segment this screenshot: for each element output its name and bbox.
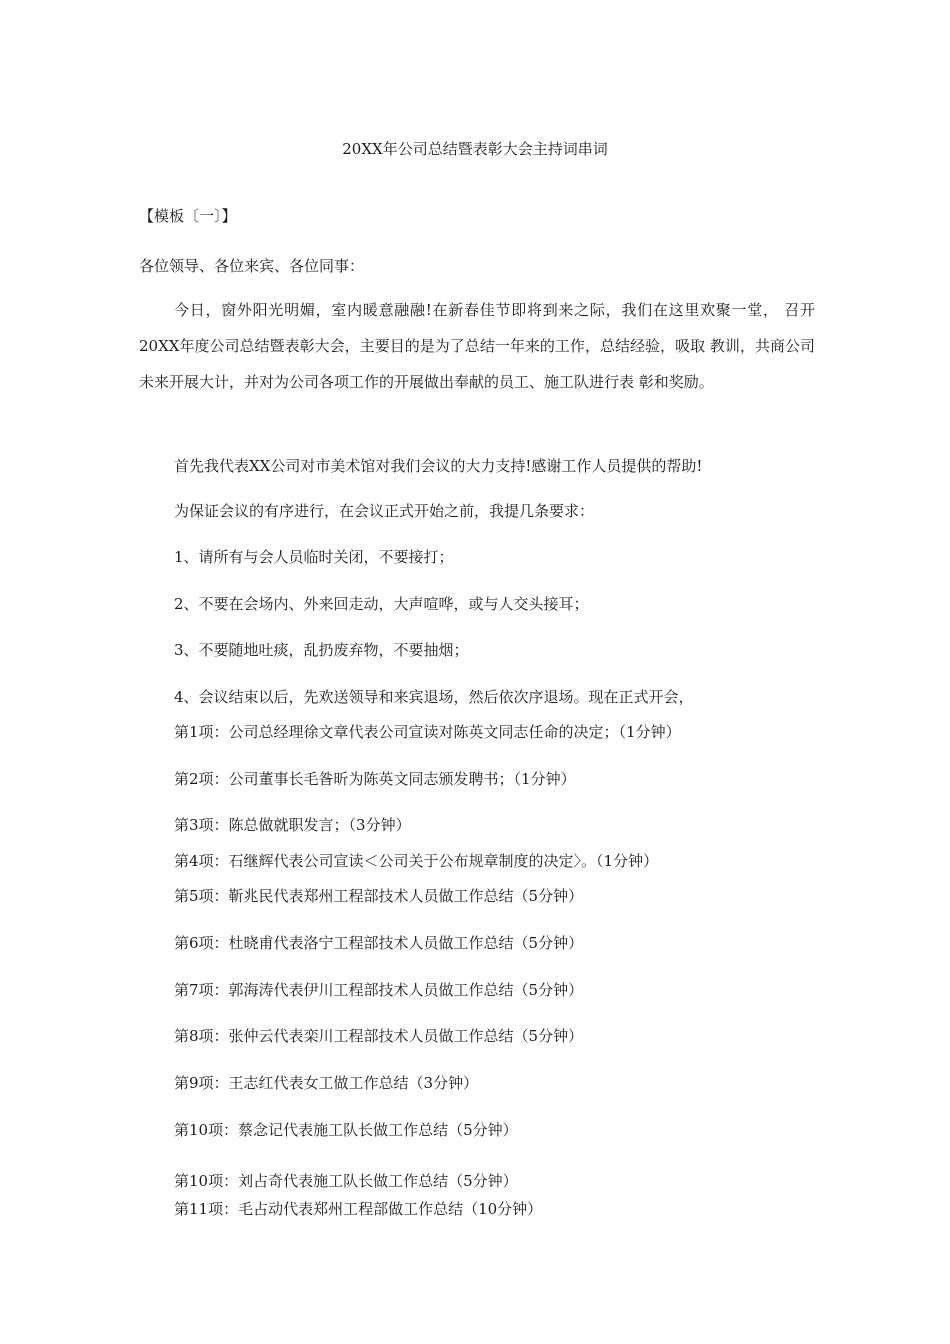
agenda-item: 第9项：王志红代表女工做工作总结（3分钟）	[174, 1074, 479, 1092]
thanks-line: 首先我代表XX公司对市美术馆对我们会议的大力支持!感谢工作人员提供的帮助!	[174, 457, 703, 475]
agenda-item: 第6项：杜晓甫代表洛宁工程部技术人员做工作总结（5分钟）	[174, 934, 584, 952]
requirement-item: 4、会议结束以后，先欢送领导和来宾退场，然后依次序退场。现在正式开会，	[174, 688, 694, 706]
agenda-item: 第5项：靳兆民代表郑州工程部技术人员做工作总结（5分钟）	[174, 887, 584, 905]
agenda-item: 第3项：陈总做就职发言；（3分钟）	[174, 816, 411, 834]
agenda-item: 第11项：毛占动代表郑州工程部做工作总结（10分钟）	[174, 1200, 543, 1218]
document-title: 20XX年公司总结暨表彰大会主持词串词	[342, 140, 608, 158]
agenda-item: 第10项：蔡念记代表施工队长做工作总结（5分钟）	[174, 1121, 518, 1139]
agenda-item: 第4项：石继辉代表公司宣读＜公司关于公布规章制度的决定〉。（1分钟）	[174, 852, 659, 870]
agenda-item: 第1项：公司总经理徐文章代表公司宣读对陈英文同志任命的决定；（1分钟）	[174, 723, 681, 741]
template-label: 【模板〔一〕】	[139, 207, 237, 225]
agenda-item: 第2项：公司董事长毛昝昕为陈英文同志颁发聘书；（1分钟）	[174, 770, 576, 788]
requirement-item: 3、不要随地吐痰，乱扔废弃物，不要抽烟；	[174, 641, 469, 659]
intro-paragraph: 今日，窗外阳光明媚，室内暖意融融!在新春佳节即将到来之际，我们在这里欢聚一堂， 召开20XX年度公司总结暨表彰大会，主要目的是为了总结一年来的工作，总结经验，吸取 教训，共商公司未来开展大计，并对为公司各项工作的开展做出奉献的员工、施工队进行表 彰和奖励。	[139, 301, 815, 391]
agenda-item: 第10项：刘占奇代表施工队长做工作总结（5分钟）	[174, 1172, 518, 1190]
greeting: 各位领导、各位来宾、各位同事：	[139, 257, 365, 275]
agenda-item: 第7项：郭海涛代表伊川工程部技术人员做工作总结（5分钟）	[174, 981, 584, 999]
requirements-intro: 为保证会议的有序进行，在会议正式开始之前，我提几条要求：	[174, 502, 595, 520]
agenda-item: 第8项：张仲云代表栾川工程部技术人员做工作总结（5分钟）	[174, 1027, 584, 1045]
requirement-item: 1、请所有与会人员临时关闭，不要接打；	[174, 548, 454, 566]
requirement-item: 2、不要在会场内、外来回走动，大声喧哗，或与人交头接耳；	[174, 595, 589, 613]
